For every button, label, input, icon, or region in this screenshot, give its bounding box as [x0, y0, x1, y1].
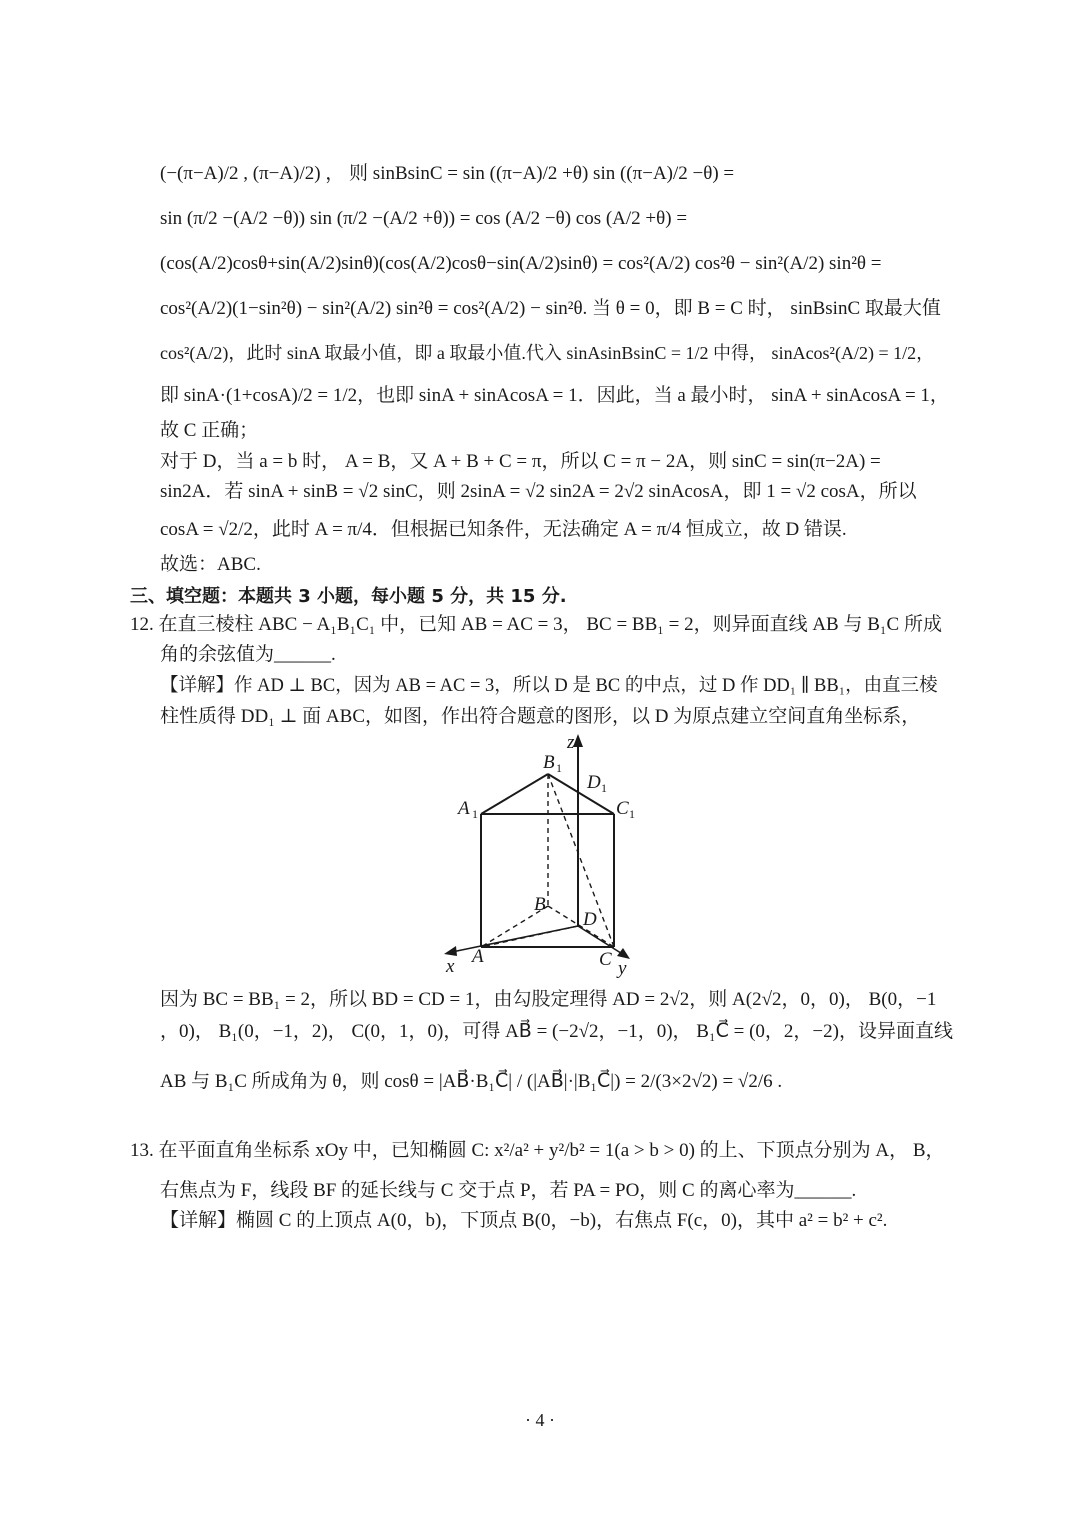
label-z: z	[567, 732, 575, 753]
label-c1-sub: 1	[629, 807, 635, 821]
text-line-1: (−(π−A)/2 , (π−A)/2) ， 则 sinBsinC = sin ((π−A)/2 +θ) sin ((π−A)/2 −θ) =	[160, 163, 735, 184]
page-number: · 4 ·	[525, 1410, 555, 1430]
solution-12-line-2: 柱性质得 DD₁ ⊥ 面 ABC，如图，作出符合题意的图形，以 D 为原点建立空间直角坐标系，	[160, 706, 921, 727]
label-b: B	[534, 894, 546, 915]
text-line-9: sin2A．若 sinA + sinB = √2 sinC，则 2sinA = √2 sin2A = 2√2 sinAcosA，即 1 = √2 cosA，所以	[160, 481, 917, 502]
label-c1: C	[616, 798, 629, 819]
question-12-line-1: 12. 在直三棱柱 ABC − A₁B₁C₁ 中，已知 AB = AC = 3， BC = BB₁ = 2，则异面直线 AB 与 B₁C 所成	[130, 614, 942, 635]
label-d1-sub: 1	[601, 781, 607, 795]
label-c: C	[599, 949, 612, 970]
text-line-10: cosA = √2/2，此时 A = π/4．但根据已知条件，无法确定 A = π/4 恒成立，故 D 错误.	[160, 519, 847, 540]
solution-12-line-3: 因为 BC = BB₁ = 2，所以 BD = CD = 1，由勾股定理得 AD = 2√2，则 A(2√2，0，0)， B(0，−1	[160, 989, 937, 1010]
label-d1: D	[587, 772, 601, 793]
text-line-5: cos²(A/2)，此时 sinA 取最小值，即 a 取最小值.代入 sinAsinBsinC = 1/2 中得， sinAcos²(A/2) = 1/2，	[160, 343, 935, 363]
label-b1: B	[543, 752, 555, 773]
question-12-line-2: 角的余弦值为______.	[160, 644, 336, 665]
text-line-3: (cos(A/2)cosθ+sin(A/2)sinθ)(cos(A/2)cosθ−sin(A/2)sinθ) = cos²(A/2) cos²θ − sin²(A/2) sin²θ =	[160, 253, 882, 274]
solution-13-line-1: 【详解】椭圆 C 的上顶点 A(0，b)，下顶点 B(0，−b)，右焦点 F(c，0)，其中 a² = b² + c².	[160, 1210, 888, 1231]
label-a1: A	[458, 798, 470, 819]
label-a1-sub: 1	[472, 807, 478, 821]
label-a: A	[472, 946, 484, 967]
label-x: x	[446, 956, 455, 977]
label-b1-sub: 1	[556, 761, 562, 775]
solution-12-line-1: 【详解】作 AD ⊥ BC，因为 AB = AC = 3，所以 D 是 BC 的中点，过 D 作 DD₁ ∥ BB₁，由直三棱	[160, 676, 938, 696]
prism-figure	[430, 730, 670, 980]
text-line-6: 即 sinA·(1+cosA)/2 = 1/2，也即 sinA + sinAcosA = 1．因此，当 a 最小时， sinA + sinAcosA = 1，	[160, 385, 949, 406]
solution-12-line-4: ，0)， B₁(0，−1，2)， C(0，1，0)，可得 AB⃗ = (−2√2，−1，0)， B₁C⃗ = (0，2，−2)，设异面直线	[160, 1021, 953, 1042]
solution-12-line-5: AB 与 B₁C 所成角为 θ，则 cosθ = |AB⃗·B₁C⃗| / (|AB⃗|·|B₁C⃗|) = 2/(3×2√2) = √2/6 .	[160, 1071, 783, 1092]
question-13-line-2: 右焦点为 F，线段 BF 的延长线与 C 交于点 P，若 PA = PO，则 C 的离心率为______.	[160, 1180, 857, 1201]
section-heading: 三、填空题：本题共 3 小题，每小题 5 分，共 15 分.	[130, 586, 567, 607]
label-y: y	[618, 958, 627, 979]
text-line-4: cos²(A/2)(1−sin²θ) − sin²(A/2) sin²θ = cos²(A/2) − sin²θ. 当 θ = 0，即 B = C 时， sinBsinC 取最大值	[160, 298, 941, 319]
text-line-7: 故 C 正确；	[160, 420, 259, 441]
question-13-line-1: 13. 在平面直角坐标系 xOy 中，已知椭圆 C: x²/a² + y²/b² = 1(a > b > 0) 的上、下顶点分别为 A， B，	[130, 1140, 945, 1161]
label-d: D	[583, 909, 597, 930]
text-line-8: 对于 D，当 a = b 时， A = B，又 A + B + C = π，所以 C = π − 2A，则 sinC = sin(π−2A) =	[160, 451, 881, 472]
text-line-11: 故选：ABC.	[160, 554, 261, 575]
text-line-2: sin (π/2 −(A/2 −θ)) sin (π/2 −(A/2 +θ)) = cos (A/2 −θ) cos (A/2 +θ) =	[160, 208, 688, 229]
